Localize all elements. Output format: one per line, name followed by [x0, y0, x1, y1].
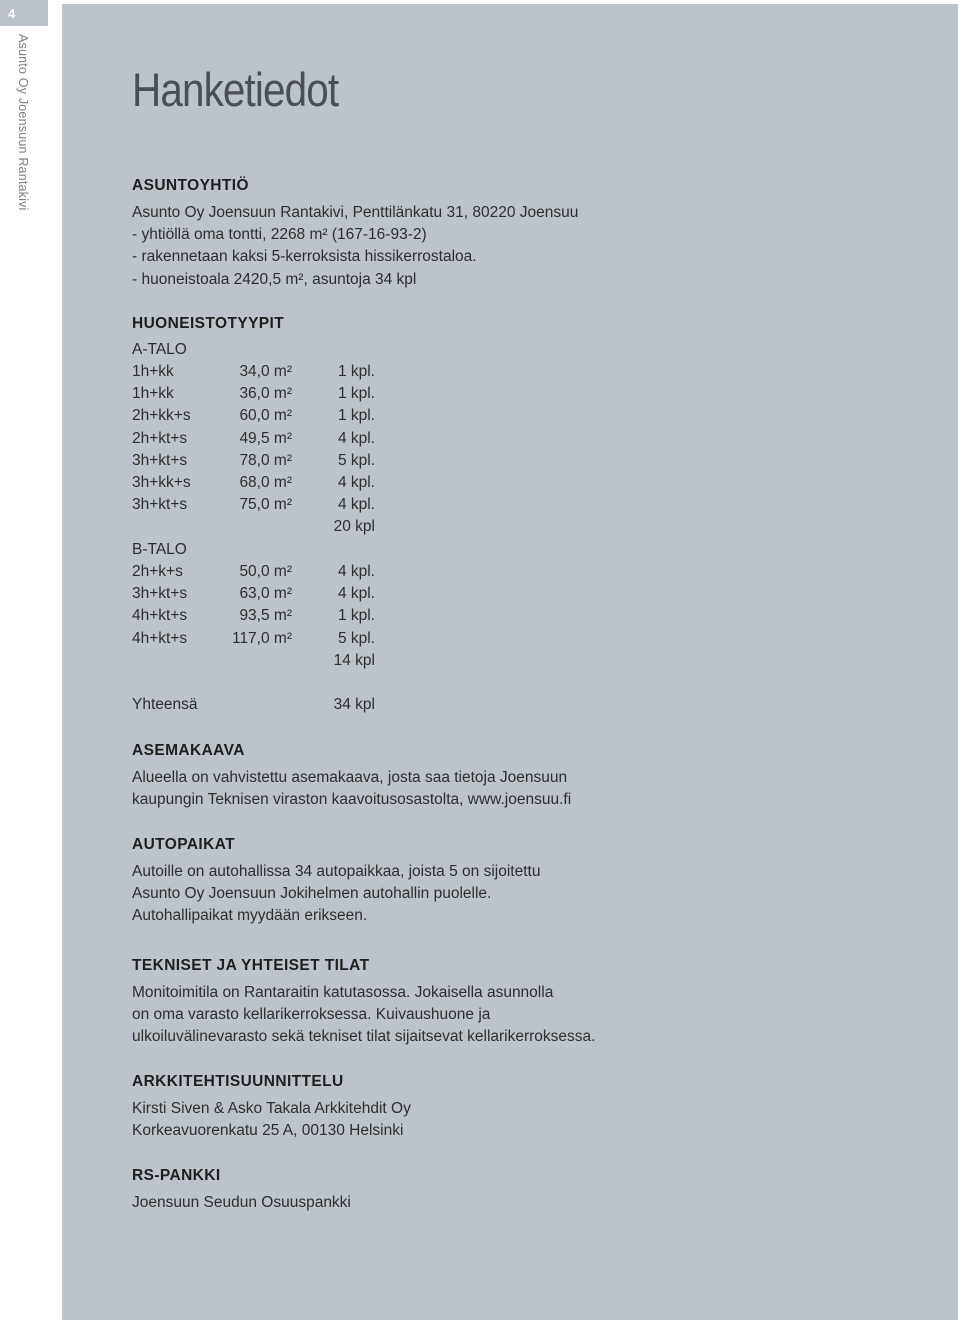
apartment-type: 2h+kk+s — [132, 407, 191, 424]
apartment-type: 1h+kk — [132, 385, 174, 402]
text-line: Asunto Oy Joensuun Rantakivi, Penttilänkatu 31, 80220 Joensuu — [132, 204, 579, 221]
apartment-area: 68,0 m² — [239, 474, 292, 491]
arkkitehti-text — [132, 1098, 411, 1142]
page-number: 4 — [0, 0, 48, 26]
text-line: Kirsti Siven & Asko Takala Arkkitehdit Oy — [132, 1100, 411, 1117]
text-line: Monitoimitila on Rantaraitin katutasossa. Jokaisella asunnolla — [132, 984, 554, 1001]
apartment-type: 2h+kt+s — [132, 430, 188, 447]
apartment-count: 4 kpl. — [337, 496, 375, 513]
text-line: on oma varasto kellarikerroksessa. Kuivaushuone ja — [132, 1006, 491, 1024]
apartment-type: 2h+k+s — [132, 563, 183, 580]
apartment-area: 60,0 m² — [239, 407, 292, 424]
apartment-count: 5 kpl. — [337, 630, 375, 647]
apartment-area: 78,0 m² — [239, 452, 292, 469]
apartment-area: 50,0 m² — [239, 563, 292, 580]
tekniset-text — [132, 982, 595, 1049]
apartment-count: 4 kpl. — [337, 430, 375, 447]
apartment-type: 4h+kt+s — [132, 630, 188, 647]
total-label: Yhteensä — [132, 696, 198, 713]
page-title: Hanketiedot — [132, 63, 339, 116]
text-line: - yhtiöllä oma tontti, 2268 m² (167-16-93-2) — [132, 226, 427, 244]
section-heading-asemakaava: ASEMAKAAVA — [132, 742, 245, 759]
a-talo-label: A-TALO — [132, 341, 187, 358]
apartment-type: 3h+kt+s — [132, 585, 188, 602]
apartment-area: 63,0 m² — [239, 585, 292, 602]
apartment-count: 1 kpl. — [337, 363, 375, 380]
text-line: - rakennetaan kaksi 5-kerroksista hissikerrostaloa. — [132, 248, 477, 266]
apartment-type: 4h+kt+s — [132, 607, 188, 624]
side-title: Asunto Oy Joensuun Rantakivi — [16, 34, 30, 211]
apartment-count: 1 kpl. — [337, 385, 375, 402]
section-heading-autopaikat: AUTOPAIKAT — [132, 836, 236, 853]
apartment-type: 3h+kk+s — [132, 474, 191, 491]
b-talo-label: B-TALO — [132, 541, 187, 558]
apartment-area: 117,0 m² — [231, 630, 292, 647]
b-talo-subtotal: 14 kpl — [333, 652, 375, 669]
section-heading-tekniset: TEKNISET JA YHTEISET TILAT — [132, 957, 370, 974]
section-heading-rs-pankki: RS-PANKKI — [132, 1167, 221, 1184]
section-heading-arkkitehti: ARKKITEHTISUUNNITTELU — [132, 1073, 344, 1090]
text-line: Joensuun Seudun Osuuspankki — [132, 1194, 351, 1211]
apartment-area: 93,5 m² — [239, 607, 292, 624]
apartment-count: 4 kpl. — [337, 563, 375, 580]
text-line: Autohallipaikat myydään erikseen. — [132, 907, 368, 925]
asuntoyhtio-text — [132, 202, 578, 291]
asemakaava-text — [132, 767, 571, 811]
apartment-area: 75,0 m² — [239, 496, 292, 513]
apartment-type: 3h+kt+s — [132, 496, 188, 513]
apartment-area: 49,5 m² — [239, 430, 292, 447]
rs-pankki-text — [132, 1192, 351, 1214]
apartment-count: 4 kpl. — [337, 585, 375, 602]
text-line: ulkoiluvälinevarasto sekä tekniset tilat sijaitsevat kellarikerroksessa. — [132, 1028, 596, 1046]
apartment-type: 1h+kk — [132, 363, 174, 380]
section-heading-asuntoyhtio: ASUNTOYHTIÖ — [132, 177, 249, 194]
apartment-count: 5 kpl. — [337, 452, 375, 469]
apartment-count: 1 kpl. — [337, 407, 375, 424]
text-line: Korkeavuorenkatu 25 A, 00130 Helsinki — [132, 1122, 404, 1140]
total-value: 34 kpl — [333, 696, 375, 713]
text-line: Alueella on vahvistettu asemakaava, josta saa tietoja Joensuun — [132, 769, 568, 786]
text-line: Asunto Oy Joensuun Jokihelmen autohallin puolelle. — [132, 885, 492, 903]
apartment-count: 1 kpl. — [337, 607, 375, 624]
apartment-area: 34,0 m² — [239, 363, 292, 380]
section-heading-huoneistotyypit: HUONEISTOTYYPIT — [132, 315, 285, 332]
a-talo-subtotal: 20 kpl — [333, 518, 375, 535]
text-line: kaupungin Teknisen viraston kaavoitusosastolta, www.joensuu.fi — [132, 791, 572, 809]
apartment-area: 36,0 m² — [239, 385, 292, 402]
autopaikat-text — [132, 861, 540, 928]
text-line: - huoneistoala 2420,5 m², asuntoja 34 kpl — [132, 270, 417, 288]
apartment-type: 3h+kt+s — [132, 452, 188, 469]
text-line: Autoille on autohallissa 34 autopaikkaa, joista 5 on sijoitettu — [132, 863, 541, 880]
apartment-count: 4 kpl. — [337, 474, 375, 491]
